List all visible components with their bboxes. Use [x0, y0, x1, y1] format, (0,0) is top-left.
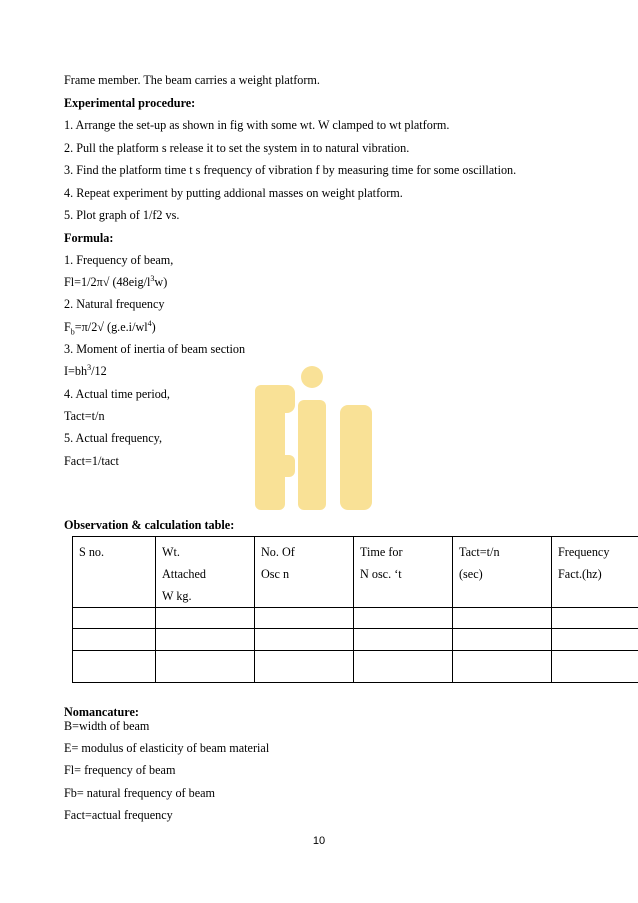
procedure-step-5: 5. Plot graph of 1/f2 vs.	[64, 208, 180, 222]
cell-text: N osc. ‘t	[360, 567, 402, 581]
watermark-logo-icon	[250, 365, 380, 525]
table-cell	[552, 629, 638, 651]
table-row	[73, 651, 638, 683]
table-cell	[73, 651, 156, 683]
table-header-cell	[354, 537, 453, 608]
formula-natural-frequency	[64, 320, 156, 335]
nomenclature-item: Fb= natural frequency of beam	[64, 786, 216, 800]
table-cell	[453, 608, 552, 629]
heading-nomenclature: Nomancature:	[64, 705, 139, 719]
formula-part: =π/2√ (g.e.i/wl	[74, 320, 148, 334]
page-number: 10	[312, 835, 326, 847]
procedure-step-3: 3. Find the platform time t s frequency of vibration f by measuring time for some oscillation.	[64, 163, 517, 177]
cell-text: No. Of	[261, 545, 295, 559]
table-header-cell	[156, 537, 255, 608]
table-cell	[255, 629, 354, 651]
formula-sup: 4	[147, 318, 152, 328]
formula-sup: 3	[150, 273, 155, 283]
table-cell	[255, 651, 354, 683]
formula-label-5: 5. Actual frequency,	[64, 431, 163, 445]
table-header-row	[73, 537, 638, 608]
table-cell	[73, 629, 156, 651]
table-cell	[552, 608, 638, 629]
table-cell	[453, 651, 552, 683]
formula-label-1: 1. Frequency of beam,	[64, 253, 174, 267]
formula-actual-frequency: Fact=1/tact	[64, 454, 119, 468]
text-line: Frame member. The beam carries a weight platform.	[64, 73, 320, 87]
cell-text: Fact.(hz)	[558, 567, 602, 581]
cell-text: Osc n	[261, 567, 290, 581]
table-cell	[453, 629, 552, 651]
heading-experimental-procedure: Experimental procedure:	[64, 96, 196, 110]
formula-label-2: 2. Natural frequency	[64, 297, 165, 311]
formula-part: I=bh	[64, 364, 88, 378]
nomenclature-item: E= modulus of elasticity of beam material	[64, 741, 270, 755]
formula-actual-time-period: Tact=t/n	[64, 409, 105, 423]
cell-text: Tact=t/n	[459, 545, 500, 559]
formula-part: )	[151, 320, 156, 334]
table-cell	[73, 608, 156, 629]
nomenclature-item: Fl= frequency of beam	[64, 763, 176, 777]
table-row	[73, 608, 638, 629]
heading-formula: Formula:	[64, 231, 114, 245]
nomenclature-item: Fact=actual frequency	[64, 808, 173, 822]
table-header-cell	[73, 537, 156, 608]
cell-text: W kg.	[162, 589, 192, 603]
cell-text: Attached	[162, 567, 206, 581]
table-cell	[354, 651, 453, 683]
formula-label-4: 4. Actual time period,	[64, 387, 170, 401]
formula-part: w)	[154, 275, 168, 289]
formula-part: Fl=1/2π√ (48eig/l	[64, 275, 151, 289]
cell-text: (sec)	[459, 567, 483, 581]
observation-table	[72, 536, 638, 683]
procedure-step-2: 2. Pull the platform s release it to set the system in to natural vibration.	[64, 141, 410, 155]
procedure-step-1: 1. Arrange the set-up as shown in fig with some wt. W clamped to wt platform.	[64, 118, 450, 132]
table-cell	[156, 651, 255, 683]
formula-moment-of-inertia	[64, 364, 107, 379]
cell-text: Time for	[360, 545, 403, 559]
formula-part: F	[64, 320, 71, 334]
cell-text: Frequency	[558, 545, 610, 559]
table-cell	[354, 608, 453, 629]
nomenclature-item: B=width of beam	[64, 719, 150, 733]
procedure-step-4: 4. Repeat experiment by putting addional masses on weight platform.	[64, 186, 403, 200]
table-row	[73, 629, 638, 651]
cell-text: S no.	[79, 545, 105, 559]
heading-observation-table: Observation & calculation table:	[64, 518, 235, 532]
table-header-cell	[255, 537, 354, 608]
table-header-cell	[552, 537, 638, 608]
table-cell	[156, 608, 255, 629]
table-header-cell	[453, 537, 552, 608]
formula-part: /12	[91, 364, 107, 378]
table-cell	[255, 608, 354, 629]
table-cell	[354, 629, 453, 651]
table-cell	[552, 651, 638, 683]
formula-sup: 3	[87, 362, 92, 372]
cell-text: Wt.	[162, 545, 180, 559]
formula-frequency-of-beam	[64, 275, 167, 290]
formula-sub: b	[70, 327, 75, 337]
formula-label-3: 3. Moment of inertia of beam section	[64, 342, 246, 356]
table-cell	[156, 629, 255, 651]
